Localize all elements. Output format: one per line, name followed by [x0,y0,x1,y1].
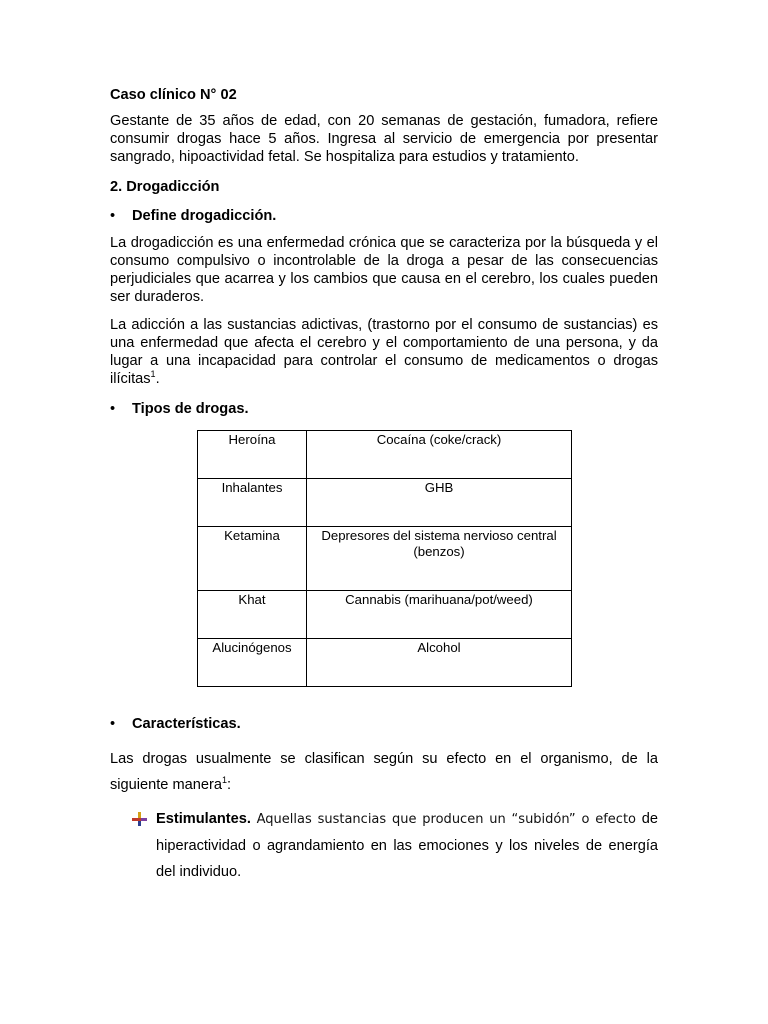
bullet-symbol: • [110,401,116,417]
table-row [198,591,572,639]
bullet-caracteristicas [110,715,241,733]
stimulants-item [156,806,658,885]
footnote-ref: 1 [221,775,227,786]
table-cell: Khat [198,591,307,639]
drug-types-table [197,430,572,687]
stimulants-lead: Aquellas sustancias que producen un “subidón” o efecto [256,812,637,827]
bullet-define [110,207,276,225]
table-cell: Ketamina [198,527,307,591]
classification-paragraph [110,746,658,798]
table-row [198,431,572,479]
table-row [198,527,572,591]
intro-paragraph: Gestante de 35 años de edad, con 20 semanas de gestación, fumadora, refiere consumir drogas hace 5 años. Ingresa al servicio de emergencia por presentar sangrado, hipoactividad fetal. Se hospitaliza para estudios y tratamiento. [110,113,658,165]
arrow-bullet-icon [132,812,148,826]
case-title: Caso clínico N° 02 [110,87,237,103]
addiction-paragraph [110,316,658,388]
bullet-caracteristicas-label: Características. [132,716,241,732]
bullet-define-label: Define drogadicción. [132,208,277,224]
table-cell: Depresores del sistema nervioso central (benzos) [307,527,572,591]
bullet-tipos [110,400,249,418]
bullet-tipos-label: Tipos de drogas. [132,401,249,417]
table-cell: Inhalantes [198,479,307,527]
classification-end: : [226,777,232,793]
table-row [198,479,572,527]
addiction-text: La adicción a las sustancias adictivas, (trastorno por el consumo de sustancias) es una enfermedad que afecta el cerebro y el comportamiento de una persona, y da lugar a una incapacidad para controlar el consumo de medicamentos o drogas ilícitas [110,317,658,387]
section-heading: 2. Drogadicción [110,179,220,195]
stimulants-rest: de hiperactividad o agrandamiento en las emociones y los niveles de energía del individuo. [156,811,658,880]
table-cell: Heroína [198,431,307,479]
table-cell: GHB [307,479,572,527]
table-cell: Cannabis (marihuana/pot/weed) [307,591,572,639]
table-cell: Alcohol [307,639,572,687]
bullet-symbol: • [110,208,116,224]
classification-text: Las drogas usualmente se clasifican según su efecto en el organismo, de la siguiente manera [110,751,658,793]
bullet-symbol: • [110,716,116,732]
stimulants-label: Estimulantes. [156,811,251,827]
table-cell: Alucinógenos [198,639,307,687]
addiction-end: . [155,371,160,387]
footnote-ref: 1 [150,369,156,380]
table-cell: Cocaína (coke/crack) [307,431,572,479]
definition-paragraph: La drogadicción es una enfermedad crónica que se caracteriza por la búsqueda y el consumo compulsivo o incontrolable de la droga a pesar de las consecuencias perjudiciales que acarrea y los cambios que causa en el cerebro, los cuales pueden ser duraderos. [110,235,658,305]
table-row [198,639,572,687]
